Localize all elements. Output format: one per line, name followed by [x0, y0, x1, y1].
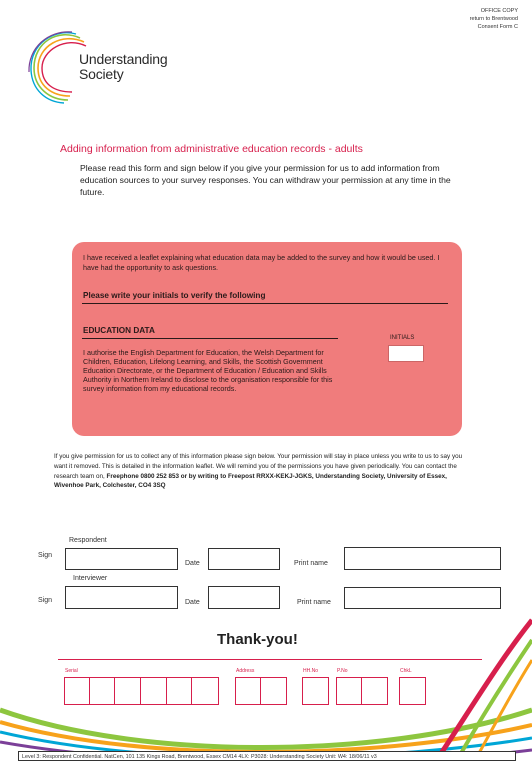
initials-box[interactable] [388, 345, 424, 362]
form-title: Adding information from administrative education records - adults [60, 143, 363, 155]
office-copy-note [470, 7, 518, 31]
consent-form-line: Consent Form C [477, 24, 518, 30]
logo-wordmark [79, 52, 167, 82]
education-data-heading: EDUCATION DATA [83, 326, 155, 335]
address-label: Address [236, 668, 255, 674]
sign-label: Sign [38, 552, 53, 559]
intro-text: Please read this form and sign below if you give your permission for us to add information from education sources to your survey responses. You can withdraw your permission at any time in the future. [80, 163, 451, 197]
initials-instruction: Please write your initials to verify the following [83, 291, 266, 300]
leaflet-statement: I have received a leaflet explaining what education data may be added to the survey and how it would be used. I have had the opportunity to ask questions. [83, 253, 440, 272]
consent-panel [72, 242, 462, 436]
sign-label: Sign [38, 597, 53, 604]
authorisation-text: I authorise the English Department for Education, the Welsh Department for Children, Education, Lifelong Learning, and Skills, the Scottish Government Education Directorate, or the Department of Education / Education and Skills Authority in Northern Ireland to disclose to the organisation responsible for this survey information from my educational records. [83, 348, 333, 393]
office-return-line: return to Brentwood [469, 16, 518, 22]
chkl-label: ChkL [400, 668, 412, 674]
footer-text: Level 3: Respondent Confidential. NatCen, 101 135 Kings Road, Brentwood, Essex CM14 4LX: P3028: Understanding Society Unit: W4: 18/06/11 v3 [18, 751, 516, 761]
permission-body: If you give permission for us to collect any of this information please sign below. Your permission will stay in place unless you write to us to say you want it removed. This is detailed in the information leaflet. We will remind you of the permissions you have given periodically. You can contact the research team on, [54, 453, 463, 480]
initials-label: INITIALS [390, 335, 415, 341]
office-copy-line: OFFICE COPY [480, 8, 518, 14]
serial-label: Serial [65, 668, 78, 674]
contact-details: Freephone 0800 252 853 or by writing to Freepost RRXX-KEKJ-JGKS, Understanding Society, University of Essex, Wivenhoe Park, Colchester, CO4 3SQ [54, 472, 447, 490]
p-no-label: P.No [337, 668, 348, 674]
hh-no-label: HH.No [303, 668, 319, 674]
interviewer-label: Interviewer [73, 575, 108, 582]
date-label: Date [185, 560, 200, 567]
respondent-label: Respondent [69, 537, 107, 544]
permission-text [54, 452, 474, 491]
divider [82, 338, 338, 339]
date-label: Date [185, 599, 200, 606]
divider [82, 303, 448, 304]
logo-line-2: Society [79, 66, 124, 82]
print-name-label: Print name [297, 599, 331, 606]
logo-line-1: Understanding [79, 51, 168, 67]
decorative-swirl-icon [0, 560, 532, 760]
thank-you-heading: Thank-you! [217, 631, 298, 648]
print-name-label: Print name [294, 560, 328, 567]
